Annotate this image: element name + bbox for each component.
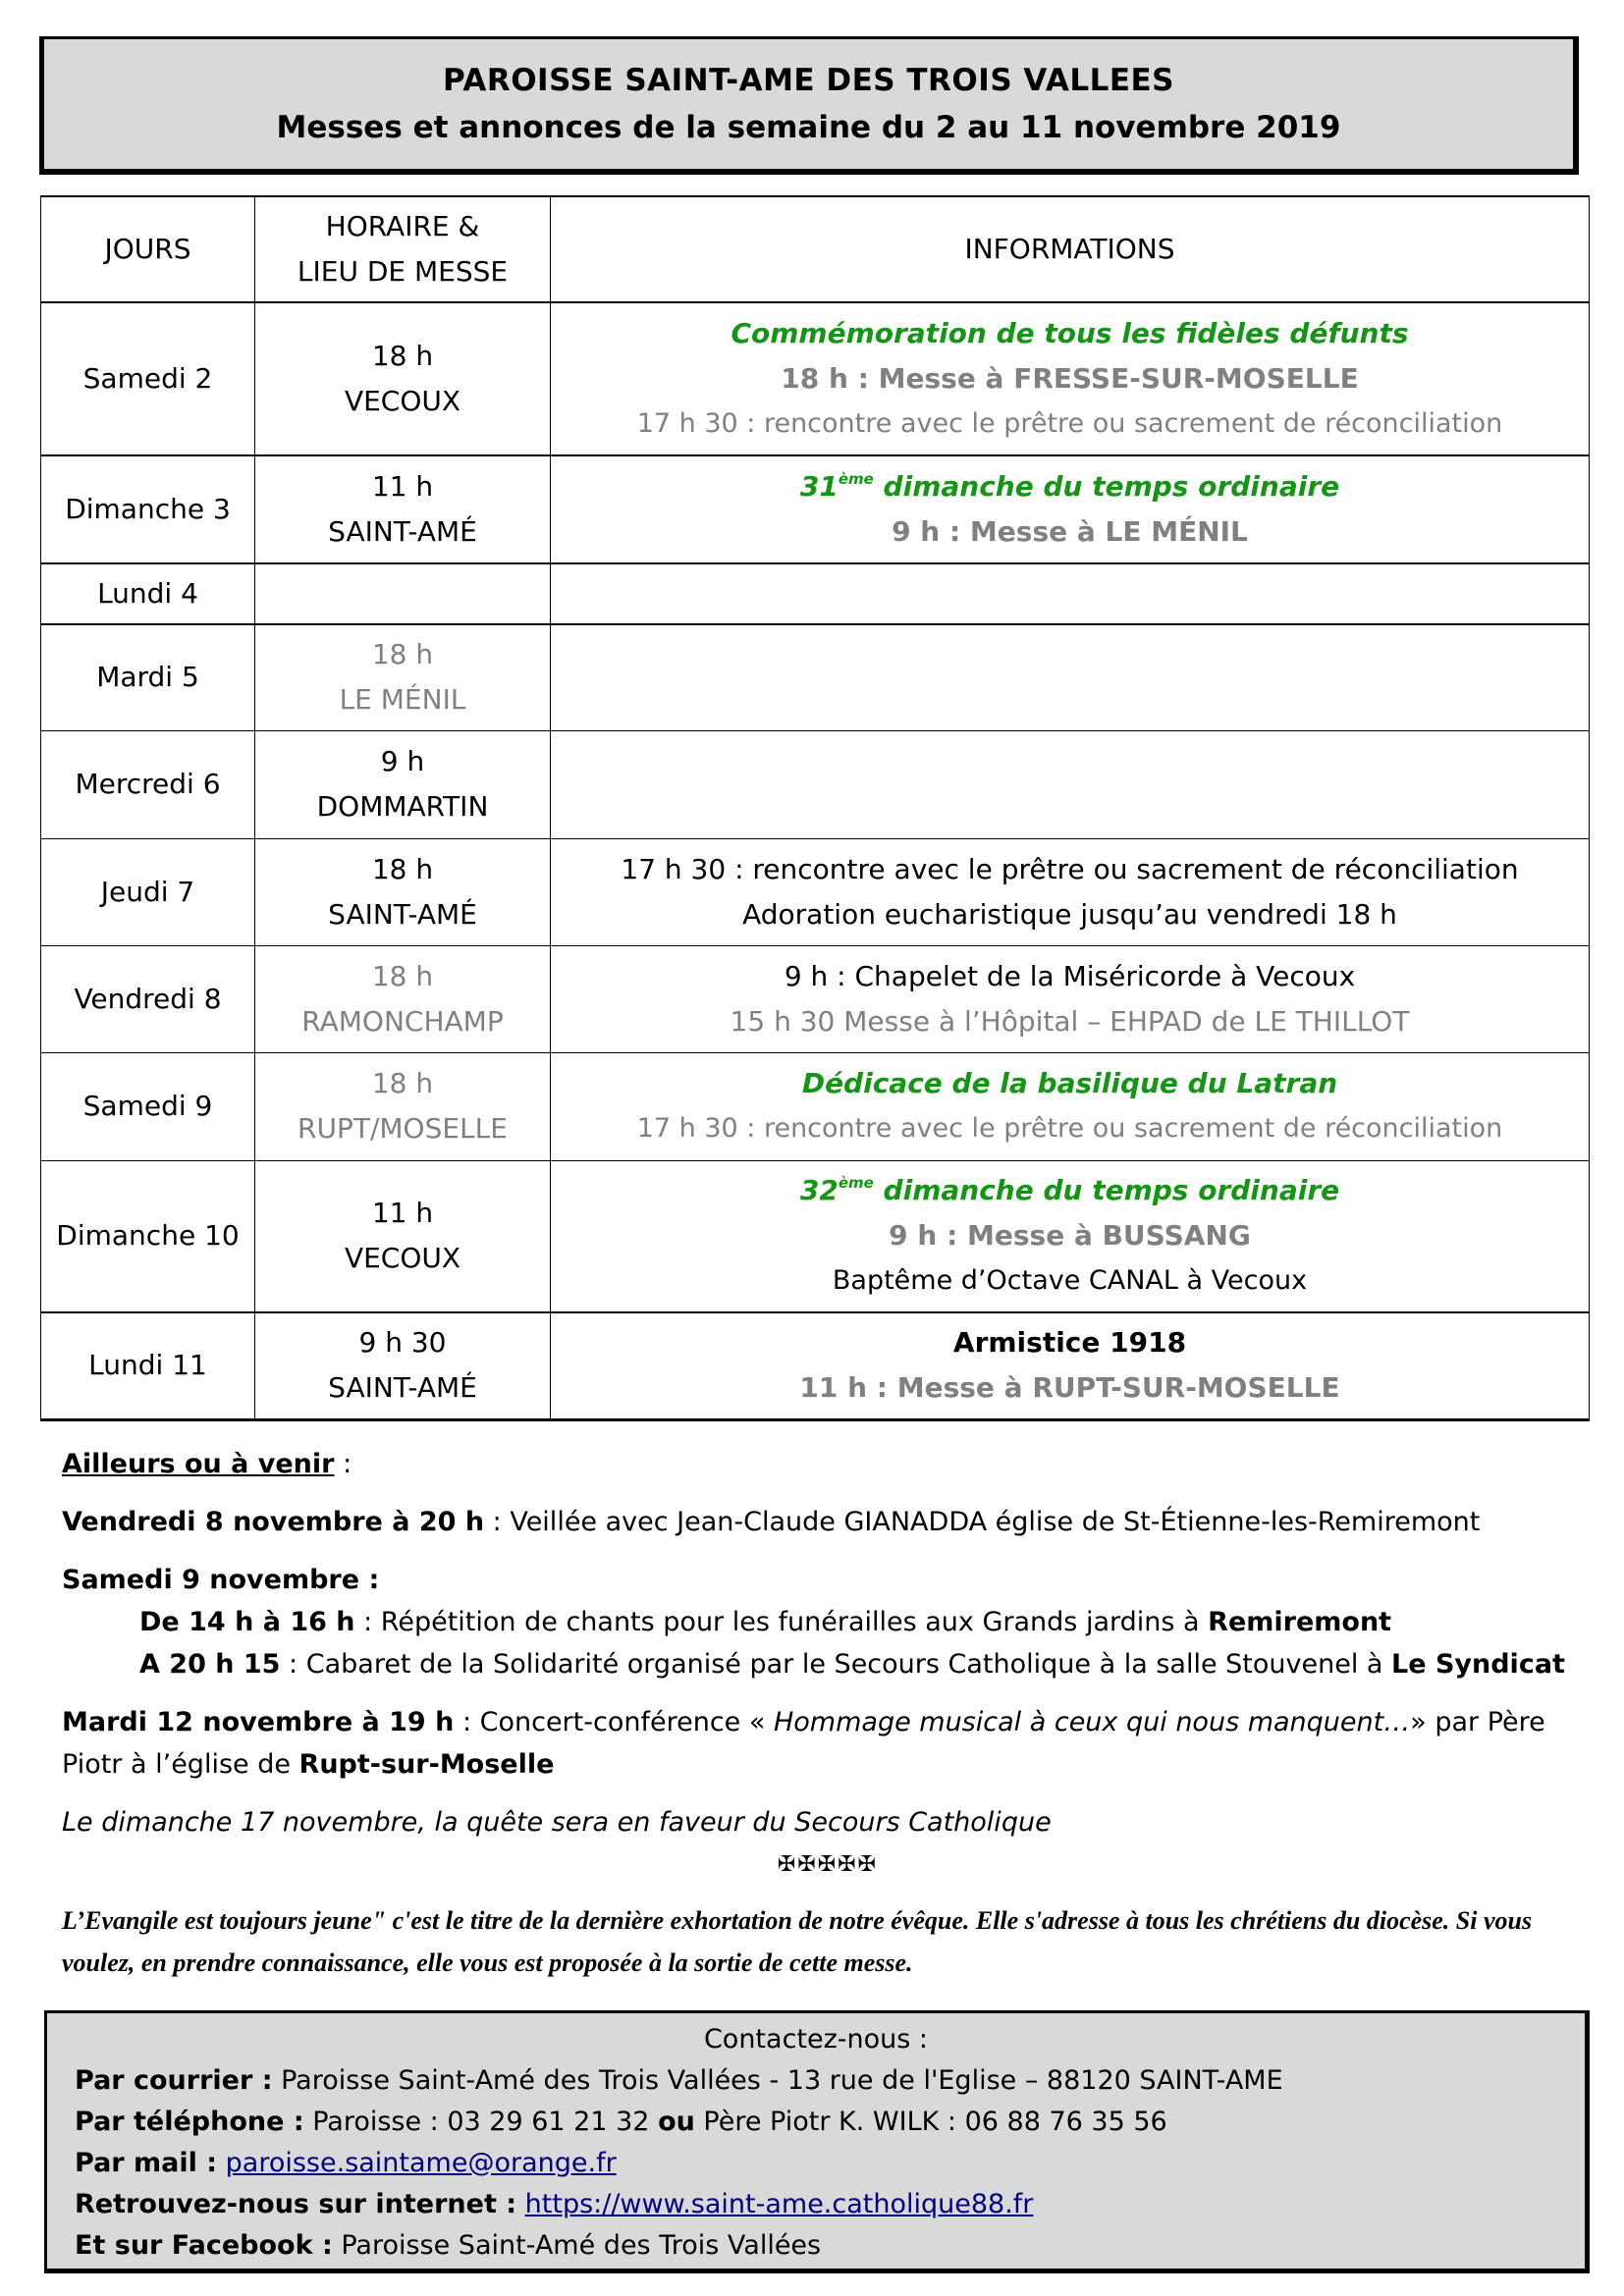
table-row xyxy=(41,1312,1590,1419)
table-row xyxy=(41,624,1590,730)
contact-title: Contactez-nous : xyxy=(703,2024,929,2055)
info-cell xyxy=(551,1160,1590,1312)
day-cell: Mardi 5 xyxy=(41,624,255,730)
week-subtitle: Messes et annonces de la semaine du 2 au 11 novembre 2019 xyxy=(276,110,1341,145)
table-row xyxy=(41,730,1590,838)
mass-cell: 18 h SAINT-AMÉ xyxy=(255,838,551,945)
announcements-heading: Ailleurs ou à venir : xyxy=(62,1449,352,1479)
info-cell xyxy=(551,838,1590,945)
mass-cell xyxy=(255,563,551,624)
day-cell: Samedi 9 xyxy=(41,1052,255,1160)
contact-internet: Retrouvez-nous sur internet : https://www.saint-ame.catholique88.fr xyxy=(75,2189,1034,2219)
info-line: 9 h : Chapelet de la Miséricorde à Vecoux xyxy=(784,959,1356,992)
info-line: Baptême d’Octave CANAL à Vecoux xyxy=(832,1265,1308,1297)
table-row xyxy=(41,302,1590,455)
feast-title: 31ème dimanche du temps ordinaire xyxy=(799,470,1340,503)
mass-cell: 18 h RUPT/MOSELLE xyxy=(255,1052,551,1160)
mass-cell: 11 h SAINT-AMÉ xyxy=(255,455,551,563)
mass-cell: 11 h VECOUX xyxy=(255,1160,551,1312)
contact-telephone: Par téléphone : Paroisse : 03 29 61 21 32 ou Père Piotr K. WILK : 06 88 76 35 56 xyxy=(75,2107,1167,2137)
info-line: Adoration eucharistique jusqu’au vendredi 18 h xyxy=(742,897,1397,931)
mass-cell: 9 h 30 SAINT-AMÉ xyxy=(255,1312,551,1419)
info-line: 17 h 30 : rencontre avec le prêtre ou sacrement de réconciliation xyxy=(621,852,1519,885)
day-cell: Dimanche 10 xyxy=(41,1160,255,1312)
info-line: 15 h 30 Messe à l’Hôpital – EHPAD de LE THILLOT xyxy=(730,1004,1410,1038)
mass-cell: 18 h LE MÉNIL xyxy=(255,624,551,730)
table-row xyxy=(41,455,1590,563)
feast-title: Commémoration de tous les fidèles défunts xyxy=(731,317,1409,349)
col-header-jours: JOURS xyxy=(41,196,255,302)
announcement-item: Mardi 12 novembre à 19 h : Concert-conférence « Hommage musical à ceux qui nous manquent…» par Père Piotr à l’église de Rupt-sur-Moselle xyxy=(62,1707,1545,1780)
info-line: 17 h 30 : rencontre avec le prêtre ou sacrement de réconciliation xyxy=(636,408,1503,439)
contact-mail: Par mail : paroisse.saintame@orange.fr xyxy=(75,2148,617,2178)
info-cell xyxy=(551,624,1590,730)
info-cell xyxy=(551,302,1590,455)
day-cell: Jeudi 7 xyxy=(41,838,255,945)
info-cell xyxy=(551,455,1590,563)
parish-title: PAROISSE SAINT-AME DES TROIS VALLEES xyxy=(442,63,1175,98)
day-cell: Lundi 11 xyxy=(41,1312,255,1419)
table-row xyxy=(41,1052,1590,1160)
feast-title: Dédicace de la basilique du Latran xyxy=(801,1067,1338,1099)
contact-box xyxy=(44,2010,1590,2273)
info-cell xyxy=(551,730,1590,838)
evangile-notice: L’Evangile est toujours jeune" c'est le titre de la dernière exhortation de notre évêque. Elle s'adresse à tous les chrétiens du diocèse. Si vous voulez, en prendre connaissance, elle vous est proposée à la sortie de cette messe. xyxy=(62,1906,1533,1977)
announcement-item: De 14 h à 16 h : Répétition de chants pour les funérailles aux Grands jardins à Remiremont xyxy=(139,1607,1392,1637)
mass-cell: 18 h VECOUX xyxy=(255,302,551,455)
info-line: 17 h 30 : rencontre avec le prêtre ou sacrement de réconciliation xyxy=(636,1113,1503,1144)
col-header-informations: INFORMATIONS xyxy=(551,196,1590,302)
announcements-section xyxy=(62,1443,1594,1984)
day-cell: Dimanche 3 xyxy=(41,455,255,563)
document-header xyxy=(39,36,1579,175)
day-cell: Mercredi 6 xyxy=(41,730,255,838)
table-row xyxy=(41,838,1590,945)
email-link[interactable]: paroisse.saintame@orange.fr xyxy=(225,2148,617,2178)
info-line: 9 h : Messe à LE MÉNIL xyxy=(892,515,1248,548)
info-cell xyxy=(551,1052,1590,1160)
info-line: 9 h : Messe à BUSSANG xyxy=(889,1219,1251,1253)
day-cell: Samedi 2 xyxy=(41,302,255,455)
info-cell xyxy=(551,1312,1590,1419)
col-header-horaire: HORAIRE & LIEU DE MESSE xyxy=(255,196,551,302)
table-row xyxy=(41,1160,1590,1312)
info-cell xyxy=(551,563,1590,624)
mass-cell: 9 h DOMMARTIN xyxy=(255,730,551,838)
announcement-item: A 20 h 15 : Cabaret de la Solidarité organisé par le Secours Catholique à la salle Stouvenel à Le Syndicat xyxy=(139,1649,1565,1680)
feast-title: Armistice 1918 xyxy=(952,1326,1187,1360)
day-cell: Vendredi 8 xyxy=(41,945,255,1052)
maltese-cross-separator-icon: ✠✠✠✠✠ xyxy=(777,1852,879,1877)
info-line: 18 h : Messe à FRESSE-SUR-MOSELLE xyxy=(781,362,1359,395)
day-cell: Lundi 4 xyxy=(41,563,255,624)
table-row xyxy=(41,563,1590,624)
contact-facebook: Et sur Facebook : Paroisse Saint-Amé des Trois Vallées xyxy=(75,2230,822,2261)
table-row xyxy=(41,945,1590,1052)
feast-title: 32ème dimanche du temps ordinaire xyxy=(799,1174,1340,1207)
mass-schedule-table xyxy=(40,195,1590,1421)
table-header-row xyxy=(41,196,1590,302)
info-cell xyxy=(551,945,1590,1052)
announcement-item: Vendredi 8 novembre à 20 h : Veillée avec Jean-Claude GIANADDA église de St-Étienne-les-Remiremont xyxy=(62,1507,1481,1537)
info-line: 11 h : Messe à RUPT-SUR-MOSELLE xyxy=(799,1371,1340,1405)
contact-courrier: Par courrier : Paroisse Saint-Amé des Trois Vallées - 13 rue de l'Eglise – 88120 SAINT-AME xyxy=(75,2065,1283,2096)
mass-cell: 18 h RAMONCHAMP xyxy=(255,945,551,1052)
website-link[interactable]: https://www.saint-ame.catholique88.fr xyxy=(524,2189,1034,2219)
announcement-item: Samedi 9 novembre : xyxy=(62,1565,380,1595)
quete-notice: Le dimanche 17 novembre, la quête sera en faveur du Secours Catholique xyxy=(62,1807,1052,1838)
